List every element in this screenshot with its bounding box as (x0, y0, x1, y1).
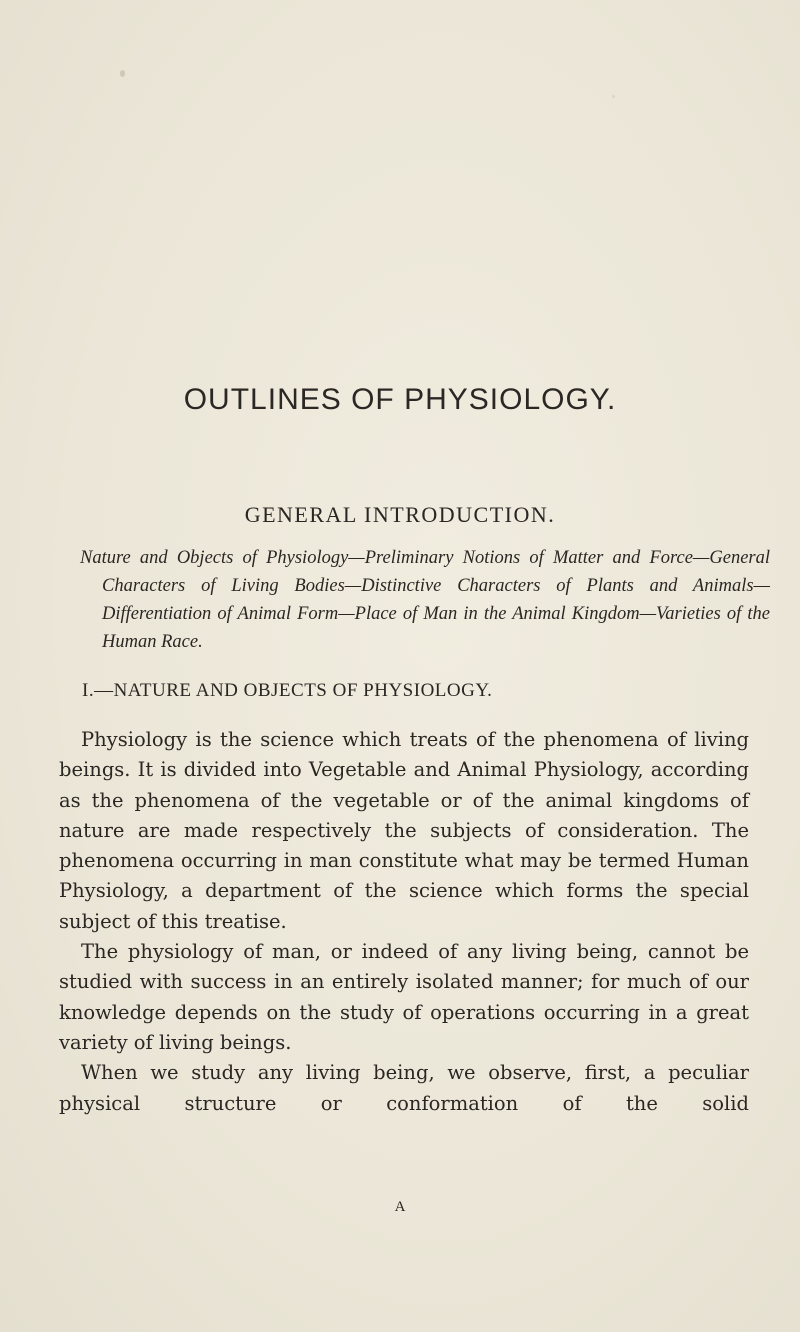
paper-blemish (612, 95, 615, 98)
paragraph: Physiology is the science which treats of the phenomena of living beings. It is divided into Vegetable and Animal Physiology, according as the phenomena of the vegetable or of the animal kingdoms of nature are made respectively the subjects of consideration. The phenomena occurring in man constitute what may be termed Human Physiology, a department of the science which forms the special subject of this treatise. (59, 728, 749, 933)
section-heading: I.—NATURE AND OBJECTS OF PHYSIOLOGY. (82, 680, 493, 701)
chapter-title: GENERAL INTRODUCTION. (244, 502, 556, 527)
chapter-summary: Nature and Objects of Physiology—Preliminary Notions of Matter and Force—General Characters of Living Bodies—Distinctive Characters of Plants and Animals—Differentiation of Animal Form—Place of Man in the Animal Kingdom—Varieties of the Human Race. (80, 548, 770, 652)
signature-mark: A (394, 1199, 406, 1215)
paper-blemish (120, 70, 125, 77)
book-title: OUTLINES OF PHYSIOLOGY. (183, 383, 617, 416)
paragraph: When we study any living being, we observe, first, a peculiar physical structure or conformation of the solid (59, 1061, 749, 1115)
body-text (59, 725, 749, 1119)
paragraph: The physiology of man, or indeed of any living being, cannot be studied with success in an entirely isolated manner; for much of our knowledge depends on the study of operations occurring in a great variety of living beings. (59, 940, 749, 1054)
